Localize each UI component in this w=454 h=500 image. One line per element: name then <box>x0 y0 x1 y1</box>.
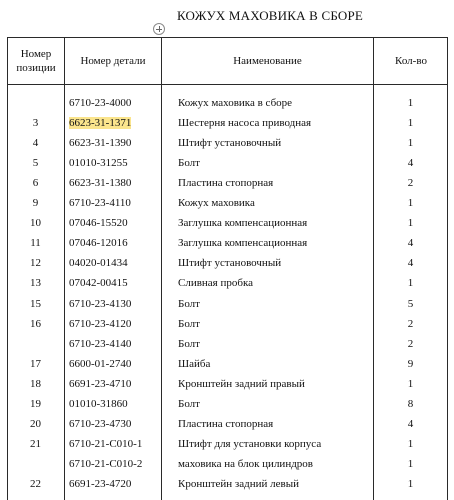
row-part-number: 6710-23-4730 <box>69 417 132 430</box>
row-position: 21 <box>30 437 41 450</box>
row-part-number: 6710-23-4140 <box>69 337 132 350</box>
row-quantity: 4 <box>407 417 414 430</box>
row-part-number <box>69 113 164 133</box>
row-position: 16 <box>30 317 41 330</box>
table-row <box>7 354 448 374</box>
table-move-handle-icon[interactable] <box>153 23 165 35</box>
table-row <box>7 474 448 494</box>
row-name: Штифт установочный <box>178 257 282 270</box>
table-row <box>7 434 448 454</box>
table-row <box>7 213 448 233</box>
row-name: Болт <box>178 297 200 310</box>
row-quantity: 1 <box>407 117 414 130</box>
row-position: 3 <box>32 117 39 130</box>
table-row <box>7 93 448 113</box>
row-position: 20 <box>30 417 41 430</box>
row-part-number: 6623-31-1380 <box>69 177 132 190</box>
row-quantity: 1 <box>407 437 414 450</box>
row-name: Болт <box>178 157 200 170</box>
table-row <box>7 454 448 474</box>
row-name: Кронштейн задний левый <box>178 477 299 490</box>
row-quantity: 1 <box>407 457 414 470</box>
header-quantity: Кол-во <box>395 54 427 67</box>
row-name: Пластина стопорная <box>178 177 274 190</box>
row-quantity: 2 <box>407 177 414 190</box>
row-part-number: 07042-00415 <box>69 277 128 290</box>
table-row <box>7 273 448 293</box>
row-name: Болт <box>178 337 200 350</box>
row-name: Шестерня насоса приводная <box>178 117 312 130</box>
row-part-number: 6691-23-4720 <box>69 477 132 490</box>
table-row <box>7 113 448 133</box>
row-name: Штифт установочный <box>178 137 282 150</box>
highlighted-part-number: 6623-31-1371 <box>69 117 132 130</box>
row-part-number: 07046-12016 <box>69 237 128 250</box>
row-quantity: 2 <box>407 337 414 350</box>
row-position <box>7 454 64 474</box>
row-position: 18 <box>30 377 41 390</box>
row-part-number: 6710-23-4000 <box>69 97 132 109</box>
row-quantity: 1 <box>407 377 414 390</box>
row-part-number: 6710-21-C010-2 <box>69 457 143 470</box>
row-part-number: 01010-31860 <box>69 397 128 410</box>
row-name: Кожух маховика в сборе <box>178 97 293 109</box>
row-part-number: 01010-31255 <box>69 157 128 170</box>
row-quantity: 1 <box>407 477 414 490</box>
row-quantity: 1 <box>407 277 414 290</box>
header-position: Номер позиции <box>16 47 56 74</box>
row-part-number: 6710-23-4110 <box>69 197 131 210</box>
table-row <box>7 314 448 334</box>
table-row <box>7 133 448 153</box>
row-position: 12 <box>30 257 41 270</box>
row-position: 4 <box>32 137 39 150</box>
row-position: 6 <box>32 177 39 190</box>
row-part-number: 6600-01-2740 <box>69 357 132 370</box>
table-row <box>7 394 448 414</box>
table-row <box>7 374 448 394</box>
table-row <box>7 414 448 434</box>
row-quantity: 1 <box>407 137 414 150</box>
header-divider <box>7 84 448 85</box>
table-row <box>7 153 448 173</box>
row-position: 15 <box>30 297 41 310</box>
row-quantity: 4 <box>407 237 414 250</box>
row-name: Кронштейн задний правый <box>178 377 305 390</box>
row-position: 9 <box>32 197 39 210</box>
row-quantity: 9 <box>407 357 414 370</box>
row-position <box>7 93 64 113</box>
table-row <box>7 173 448 193</box>
row-name: Болт <box>178 397 200 410</box>
document-title: КОЖУХ МАХОВИКА В СБОРЕ <box>177 8 364 23</box>
row-quantity: 1 <box>407 197 414 210</box>
row-quantity: 8 <box>407 397 414 410</box>
row-part-number: 07046-15520 <box>69 217 128 230</box>
row-quantity: 1 <box>407 97 414 109</box>
row-quantity: 5 <box>407 297 414 310</box>
header-part-number: Номер детали <box>80 54 146 67</box>
header-name: Наименование <box>233 54 302 67</box>
table-row <box>7 294 448 314</box>
row-part-number: 6623-31-1390 <box>69 137 132 150</box>
row-position: 11 <box>30 237 41 250</box>
row-part-number: 04020-01434 <box>69 257 128 270</box>
row-part-number: 6710-23-4130 <box>69 297 132 310</box>
row-name: Кожух маховика <box>178 197 255 210</box>
row-part-number: 6710-23-4120 <box>69 317 132 330</box>
row-position: 10 <box>30 217 41 230</box>
row-position: 13 <box>30 277 41 290</box>
row-position: 17 <box>30 357 41 370</box>
row-name: Сливная пробка <box>178 277 254 290</box>
row-position: 5 <box>32 157 39 170</box>
row-name: маховика на блок цилиндров <box>178 457 313 470</box>
row-quantity: 4 <box>407 157 414 170</box>
row-quantity: 2 <box>407 317 414 330</box>
row-name: Пластина стопорная <box>178 417 274 430</box>
table-row <box>7 253 448 273</box>
row-quantity: 1 <box>407 217 414 230</box>
row-position <box>7 334 64 354</box>
table-row <box>7 193 448 213</box>
row-part-number: 6691-23-4710 <box>69 377 132 390</box>
row-position: 22 <box>30 477 41 490</box>
row-part-number: 6710-21-C010-1 <box>69 437 143 450</box>
row-position: 19 <box>30 397 41 410</box>
row-name: Штифт для установки корпуса <box>178 437 322 450</box>
table-row <box>7 233 448 253</box>
row-name: Шайба <box>178 357 211 370</box>
row-quantity: 4 <box>407 257 414 270</box>
row-name: Заглушка компенсационная <box>178 217 308 230</box>
row-name: Заглушка компенсационная <box>178 237 308 250</box>
row-name: Болт <box>178 317 200 330</box>
table-row <box>7 334 448 354</box>
